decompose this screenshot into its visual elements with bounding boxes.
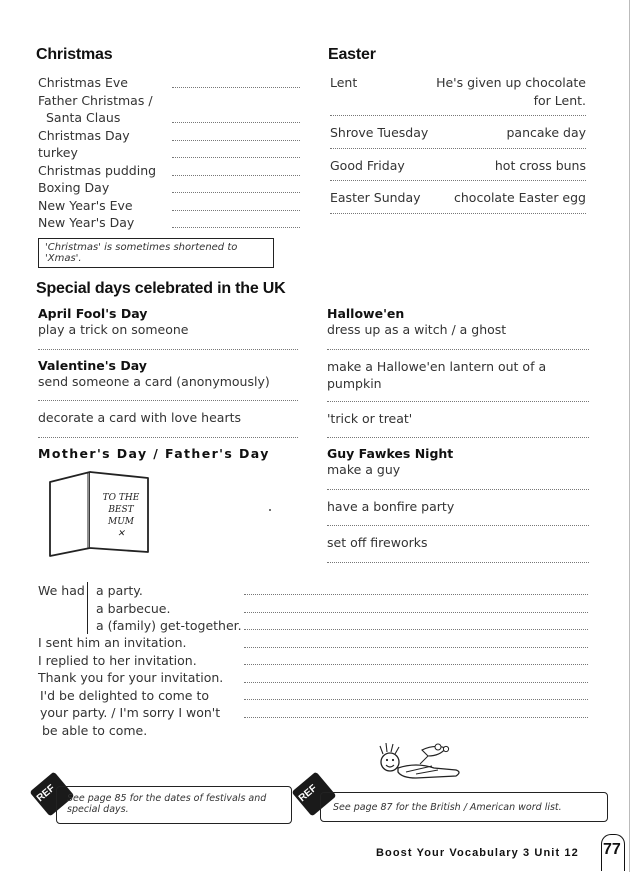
christmas-item: Christmas Day xyxy=(38,127,130,143)
answer-line[interactable] xyxy=(244,594,588,595)
party-line: I'd be delighted to come to xyxy=(40,687,209,703)
april-fools-item: play a trick on someone xyxy=(38,322,189,337)
christmas-row xyxy=(38,109,308,127)
answer-line[interactable] xyxy=(172,175,300,176)
christmas-item: Christmas Eve xyxy=(38,75,128,90)
easter-list xyxy=(330,74,586,214)
easter-row xyxy=(330,92,586,110)
answer-line[interactable] xyxy=(330,148,586,149)
halloween-title: Hallowe'en xyxy=(327,306,405,321)
easter-heading: Easter xyxy=(328,46,376,63)
christmas-row xyxy=(38,144,308,162)
special-days-heading: Special days celebrated in the UK xyxy=(36,280,286,297)
party-line: Thank you for your invitation. xyxy=(38,670,224,685)
party-line: your party. / I'm sorry I won't xyxy=(40,705,221,720)
answer-line[interactable] xyxy=(244,612,588,613)
answer-line[interactable] xyxy=(327,525,589,526)
card-text xyxy=(98,492,144,540)
special-right-column xyxy=(327,306,589,563)
guy-fawkes-item: have a bonfire party xyxy=(327,498,455,514)
party-options xyxy=(96,582,242,635)
april-fools-title: April Fool's Day xyxy=(38,306,148,321)
easter-row xyxy=(330,157,586,175)
answer-line[interactable] xyxy=(330,213,586,214)
answer-line[interactable] xyxy=(244,664,588,665)
christmas-row xyxy=(38,74,308,92)
guy-fawkes-item: make a guy xyxy=(327,462,401,477)
answer-line[interactable] xyxy=(172,210,300,211)
answer-line[interactable] xyxy=(38,437,298,438)
valentines-item: send someone a card (anonymously) xyxy=(38,373,270,389)
easter-term: Good Friday xyxy=(330,157,405,173)
ref-tag-label-right: REF xyxy=(296,782,320,805)
christmas-item: turkey xyxy=(38,145,78,160)
party-line: I sent him an invitation. xyxy=(38,635,187,650)
bracket-line xyxy=(87,582,88,634)
mothers-day-card-illustration xyxy=(44,468,154,560)
answer-line[interactable] xyxy=(244,717,588,718)
halloween-item: 'trick or treat' xyxy=(327,410,413,426)
ref-tag-label-left: REF xyxy=(34,782,58,805)
halloween-item: pumpkin xyxy=(327,376,382,391)
answer-line[interactable] xyxy=(330,180,586,181)
we-had-label: We had xyxy=(38,583,85,598)
easter-example: for Lent. xyxy=(533,92,586,108)
christmas-list xyxy=(38,74,308,232)
answer-line[interactable] xyxy=(327,349,589,350)
party-cartoon-illustration xyxy=(376,738,466,782)
footer-title: Boost Your Vocabulary 3 Unit 12 xyxy=(376,847,579,859)
easter-term: Lent xyxy=(330,75,358,90)
answer-line[interactable] xyxy=(327,562,589,563)
ref-text-line: See page 87 for the British / American word list. xyxy=(333,802,562,813)
answer-line[interactable] xyxy=(244,647,588,648)
party-option: a party. xyxy=(96,583,143,598)
party-line: be able to come. xyxy=(42,722,148,738)
answer-line[interactable] xyxy=(172,140,300,141)
easter-row xyxy=(330,74,586,92)
answer-line[interactable] xyxy=(172,227,300,228)
party-option: a barbecue. xyxy=(96,600,171,616)
special-left-column xyxy=(38,306,298,461)
page-number: 77 xyxy=(603,841,621,858)
christmas-item: New Year's Day xyxy=(38,215,135,230)
christmas-row xyxy=(38,179,308,197)
christmas-item: Christmas pudding xyxy=(38,162,157,178)
easter-example: chocolate Easter egg xyxy=(454,190,586,205)
answer-line[interactable] xyxy=(172,157,300,158)
answer-line[interactable] xyxy=(244,699,588,700)
answer-line[interactable] xyxy=(327,489,589,490)
guy-fawkes-item: set off fireworks xyxy=(327,535,428,550)
ref-note-left xyxy=(56,786,292,824)
answer-line[interactable] xyxy=(38,349,298,350)
answer-line[interactable] xyxy=(327,437,589,438)
easter-example: pancake day xyxy=(506,125,586,140)
party-line: I replied to her invitation. xyxy=(38,652,197,668)
card-line: TO THE xyxy=(102,493,140,503)
valentines-title: Valentine's Day xyxy=(38,357,147,373)
ref-text-line: See page 85 for the dates of festivals and xyxy=(67,793,267,804)
card-line: ✕ xyxy=(117,529,125,539)
christmas-row xyxy=(38,92,308,110)
easter-term: Shrove Tuesday xyxy=(330,125,429,140)
halloween-item: make a Hallowe'en lantern out of a xyxy=(327,358,547,374)
answer-line[interactable] xyxy=(244,682,588,683)
card-line: BEST xyxy=(108,505,134,515)
answer-line[interactable] xyxy=(38,400,298,401)
party-option: a (family) get-together. xyxy=(96,618,242,633)
christmas-item: Santa Claus xyxy=(46,110,121,125)
mothers-day-title: Mother's Day / Father's Day xyxy=(38,445,270,461)
cartoon-drawing xyxy=(376,738,466,782)
answer-line[interactable] xyxy=(172,122,300,123)
christmas-item: Boxing Day xyxy=(38,180,110,195)
answer-line[interactable] xyxy=(330,115,586,116)
christmas-row xyxy=(38,127,308,145)
speck xyxy=(269,509,271,511)
party-lines xyxy=(38,634,223,739)
party-answer-lines xyxy=(244,594,588,718)
answer-line[interactable] xyxy=(327,401,589,402)
ref-text-line: special days. xyxy=(67,804,129,815)
easter-example: hot cross buns xyxy=(494,157,586,173)
xmas-note: 'Christmas' is sometimes shortened to 'Xmas'. xyxy=(38,238,274,268)
easter-row xyxy=(330,189,586,207)
answer-line[interactable] xyxy=(172,192,300,193)
christmas-heading: Christmas xyxy=(36,46,113,63)
christmas-row xyxy=(38,162,308,180)
valentines-item: decorate a card with love hearts xyxy=(38,410,242,425)
ref-note-right xyxy=(320,792,608,822)
halloween-item: dress up as a witch / a ghost xyxy=(327,322,507,337)
guy-fawkes-title: Guy Fawkes Night xyxy=(327,446,454,461)
card-line: MUM xyxy=(107,517,134,527)
christmas-item: Father Christmas / xyxy=(38,92,153,108)
christmas-item: New Year's Eve xyxy=(38,197,133,213)
easter-example: He's given up chocolate xyxy=(436,75,586,90)
page-edge xyxy=(629,0,630,872)
easter-term: Easter Sunday xyxy=(330,190,421,205)
easter-row xyxy=(330,124,586,142)
answer-line[interactable] xyxy=(172,87,300,88)
christmas-row xyxy=(38,214,308,232)
answer-line[interactable] xyxy=(244,629,588,630)
christmas-row xyxy=(38,197,308,215)
